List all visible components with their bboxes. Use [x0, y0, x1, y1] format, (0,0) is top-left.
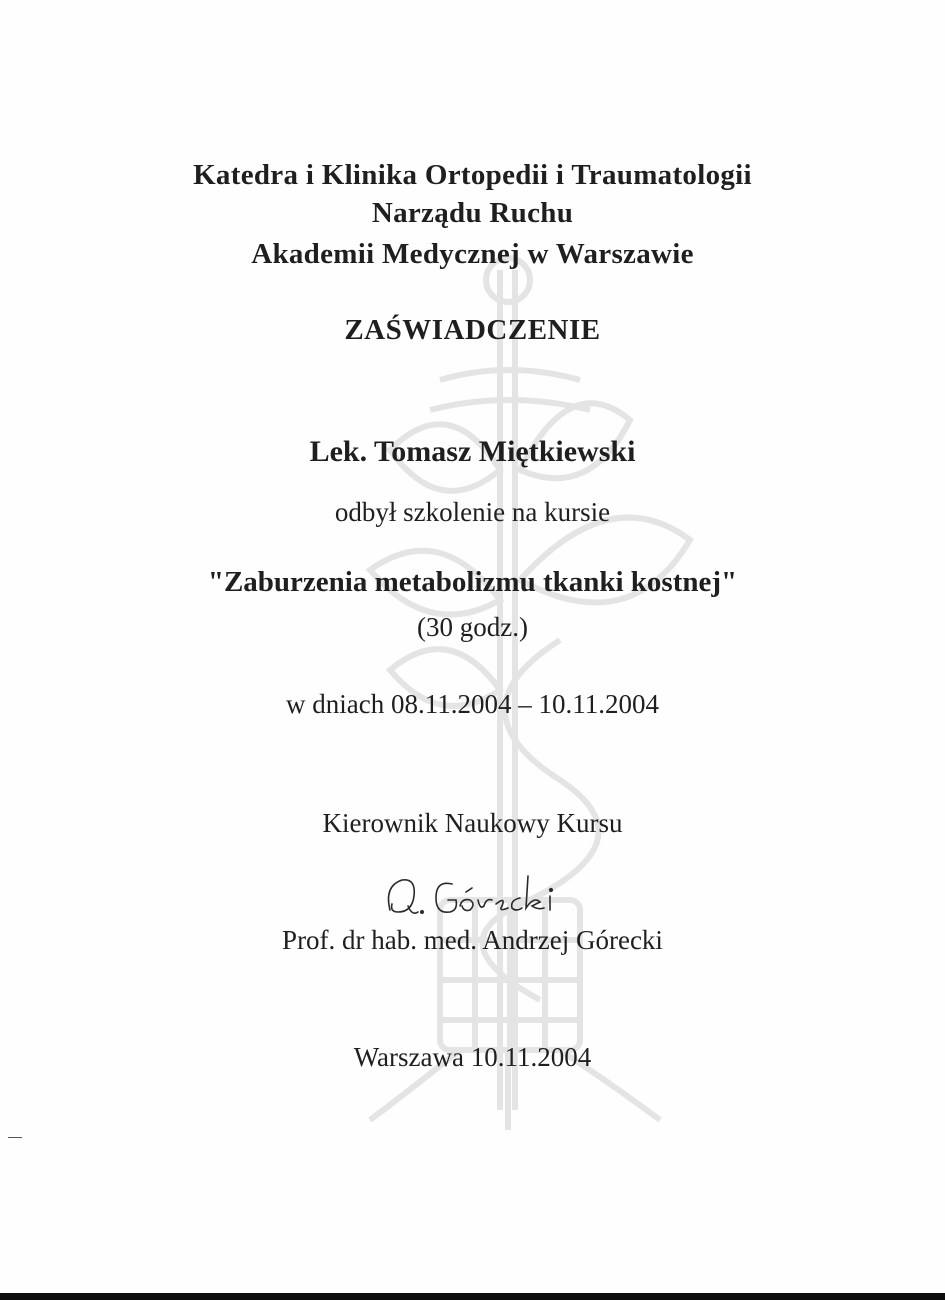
place-and-date: Warszawa 10.11.2004: [353, 1042, 592, 1072]
director-name: Prof. dr hab. med. Andrzej Górecki: [282, 925, 663, 955]
course-name: "Zaburzenia metabolizmu tkanki kostnej": [207, 566, 738, 598]
course-dates: w dniach 08.11.2004 – 10.11.2004: [286, 689, 659, 719]
course-hours: (30 godz.): [417, 612, 528, 642]
handwritten-signature-icon: [380, 866, 590, 926]
header-line-3: Akademii Medycznej w Warszawie: [251, 238, 694, 270]
document-title: ZAŚWIADCZENIE: [344, 314, 601, 346]
header-line-2: Narządu Ruchu: [371, 197, 574, 229]
scan-mark: [8, 1137, 22, 1138]
scan-bottom-edge: [0, 1293, 945, 1300]
recipient-statement: odbył szkolenie na kursie: [334, 497, 611, 527]
header-line-1: Katedra i Klinika Ortopedii i Traumatologii: [193, 159, 752, 191]
director-role: Kierownik Naukowy Kursu: [322, 808, 623, 838]
recipient-name: Lek. Tomasz Miętkiewski: [309, 435, 636, 468]
